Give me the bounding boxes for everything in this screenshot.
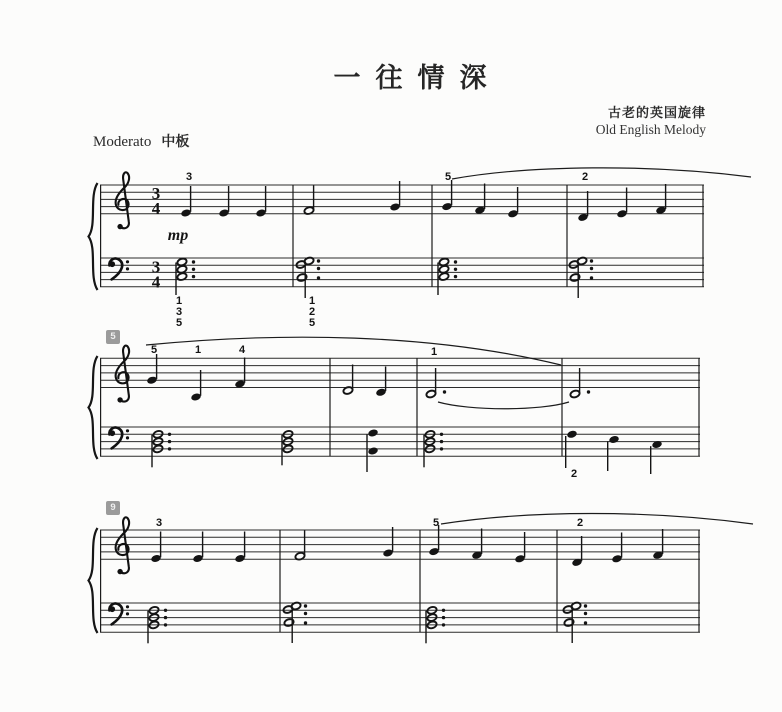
bass-chord-dotted-half (438, 258, 457, 295)
time-signature-denominator: 4 (151, 199, 161, 219)
bass-clef-icon (109, 604, 129, 625)
time-signature-numerator-bass: 3 (151, 257, 161, 277)
bass-chord-half (282, 430, 293, 465)
tempo-chinese: 中板 (161, 133, 190, 149)
treble-clef-icon (116, 346, 129, 403)
barlines (101, 530, 699, 632)
finger-number: 2 (576, 517, 584, 529)
bass-notes-m8 (566, 430, 663, 474)
finger-number: 5 (444, 171, 452, 183)
treble-notes-m1 (180, 186, 266, 218)
finger-number: 1 (430, 346, 438, 358)
finger-number: 5 (308, 317, 316, 329)
measure-number-badge-9: 9 (106, 501, 120, 515)
bass-chord-dotted-half (296, 257, 321, 298)
bass-fingering-column-m1 (176, 295, 182, 329)
treble-clef-icon (116, 172, 129, 229)
brace (89, 528, 98, 633)
finger-number: 1 (308, 295, 316, 307)
treble-notes-m6 (343, 365, 387, 397)
system-1 (89, 168, 752, 329)
treble-notes-m5 (146, 354, 245, 402)
brace (89, 183, 98, 290)
finger-number: 3 (155, 517, 163, 529)
time-signature (152, 184, 161, 291)
system-3 (89, 514, 754, 644)
bass-chord-dotted-half (569, 257, 594, 298)
tie (438, 402, 569, 409)
finger-number: 5 (150, 344, 158, 356)
page-title: 一往情深 (333, 63, 502, 93)
bass-clef-icon (109, 259, 129, 280)
attribution-chinese: 古老的英国旋律 (607, 105, 706, 120)
finger-number: 5 (175, 317, 183, 329)
treble-notes-m2 (304, 181, 401, 215)
phrase-slur (146, 337, 561, 365)
treble-notes-m9 (150, 532, 245, 564)
treble-clef-icon (116, 517, 129, 574)
phrase-slur (452, 168, 751, 179)
time-signature-numerator: 3 (151, 184, 161, 204)
finger-number: 3 (175, 306, 183, 318)
time-signature-denominator-bass: 4 (151, 272, 161, 292)
brace (89, 356, 98, 459)
finger-number: 5 (432, 517, 440, 529)
phrase-slur (441, 514, 753, 525)
tempo-term: Moderato (93, 134, 152, 150)
bass-chord-quarter (367, 428, 379, 472)
finger-number: 1 (194, 344, 202, 356)
finger-number: 3 (185, 171, 193, 183)
finger-number: 1 (175, 295, 183, 307)
system-2 (89, 337, 701, 480)
bass-fingering-column-m2 (309, 295, 315, 329)
finger-number: 4 (238, 344, 246, 356)
bass-chord-dotted-half (176, 258, 195, 295)
staff-lines (100, 530, 700, 632)
finger-number: 2 (570, 468, 578, 480)
dynamic-mp: mp (167, 227, 189, 244)
treble-notes-m12 (571, 529, 663, 567)
treble-notes-m4 (577, 184, 666, 222)
measure-number-badge-5: 5 (106, 330, 120, 344)
attribution-english: Old English Melody (595, 122, 706, 137)
finger-number: 2 (581, 171, 589, 183)
bass-chord-dotted-half (563, 602, 588, 643)
bass-chord-dotted-half (283, 602, 308, 643)
treble-notes-m10 (295, 527, 394, 561)
bass-clef-icon (109, 428, 129, 449)
finger-number: 2 (308, 306, 316, 318)
